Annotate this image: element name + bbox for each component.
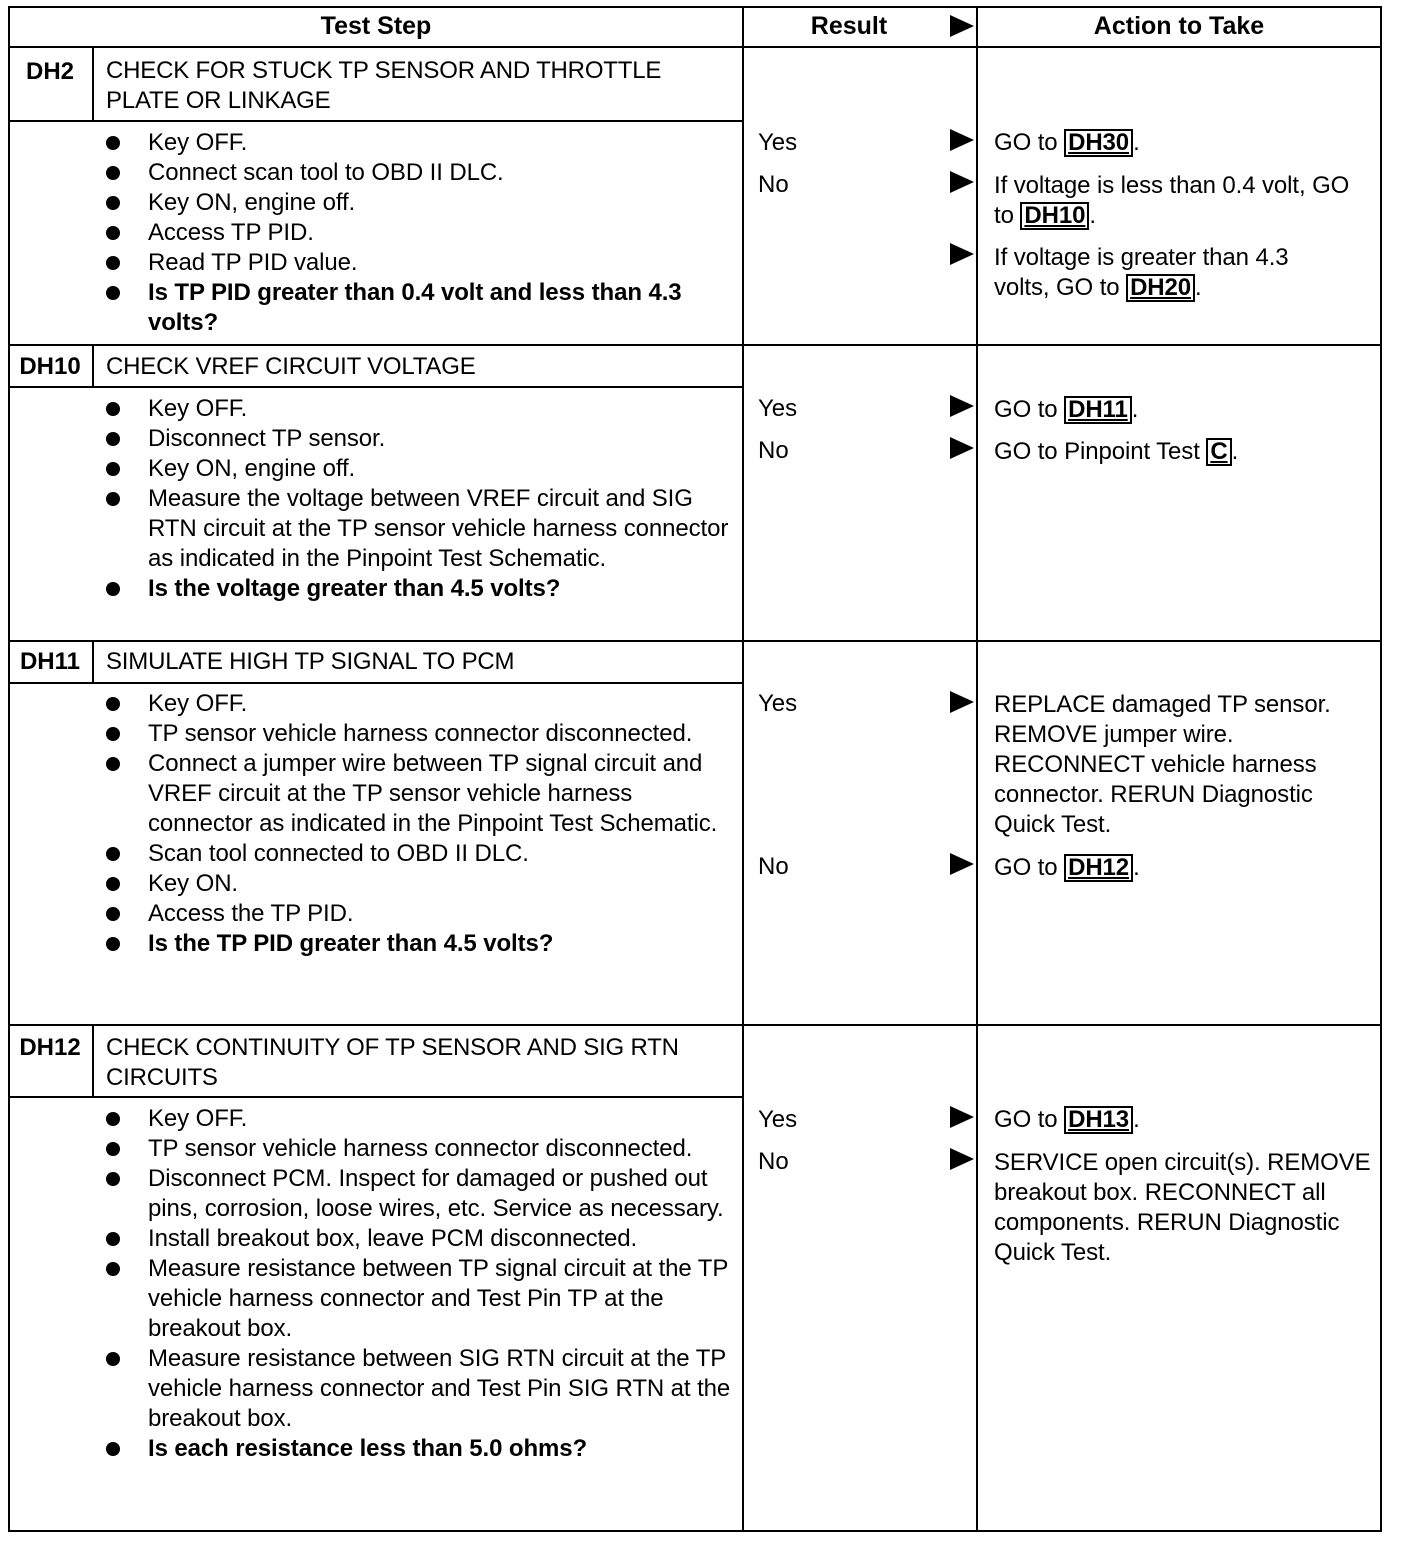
result-yes: Yes (758, 129, 798, 156)
title-underline (8, 682, 744, 684)
bullet-icon (106, 1112, 120, 1126)
bullet-icon (106, 1142, 120, 1156)
step-reference[interactable]: DH30 (1064, 129, 1133, 157)
arrow-icon (950, 129, 974, 151)
bullet-icon (106, 582, 120, 596)
bullet-icon (106, 462, 120, 476)
bullet-icon (106, 432, 120, 446)
step-reference[interactable]: C (1206, 438, 1231, 466)
bullet-icon (106, 1262, 120, 1276)
result-no: No (758, 1148, 789, 1175)
step-question: Is each resistance less than 5.0 ohms? (104, 1434, 738, 1464)
list-item: Key OFF. (104, 689, 738, 719)
bullet-icon (106, 727, 120, 741)
list-item: Measure resistance between TP signal circuit at the TP vehicle harness connector and Test Pin TP at the breakout box. (104, 1254, 738, 1344)
title-underline (8, 386, 744, 388)
arrow-icon (950, 853, 974, 875)
list-item: Key OFF. (104, 128, 738, 158)
bullet-icon (106, 256, 120, 270)
bullet-icon (106, 1172, 120, 1186)
step-title: CHECK FOR STUCK TP SENSOR AND THROTTLE PLATE OR LINKAGE (106, 57, 662, 114)
step-reference[interactable]: DH10 (1020, 202, 1089, 230)
header-result: Result (810, 11, 888, 40)
id-divider (92, 1024, 94, 1096)
step-question: Is the TP PID greater than 4.5 volts? (104, 929, 738, 959)
result-no: No (758, 437, 789, 464)
action-text: If voltage is less than 0.4 volt, GO to DH10 . (994, 172, 1350, 229)
step-title: CHECK CONTINUITY OF TP SENSOR AND SIG RTN CIRCUITS (106, 1034, 679, 1091)
row-divider (8, 344, 1382, 346)
step-id: DH12 (19, 1034, 81, 1061)
column-divider-result (742, 6, 744, 1532)
header-divider (8, 46, 1382, 48)
list-item: Key OFF. (104, 394, 738, 424)
bullet-icon (106, 877, 120, 891)
list-item: Key ON, engine off. (104, 188, 738, 218)
id-divider (92, 640, 94, 682)
bullet-icon (106, 757, 120, 771)
header-test-step: Test Step (320, 11, 432, 40)
bullet-icon (106, 847, 120, 861)
list-item: Key ON. (104, 869, 738, 899)
step-question: Is the voltage greater than 4.5 volts? (104, 574, 738, 604)
list-item: TP sensor vehicle harness connector disconnected. (104, 1134, 738, 1164)
arrow-icon (950, 691, 974, 713)
bullet-icon (106, 226, 120, 240)
arrow-icon (950, 1148, 974, 1170)
step-list (104, 1104, 738, 1464)
list-item: Measure the voltage between VREF circuit and SIG RTN circuit at the TP sensor vehicle harness connector as indicated in the Pinpoint Test Schematic. (104, 484, 738, 574)
action-text: REPLACE damaged TP sensor. REMOVE jumper wire. RECONNECT vehicle harness connector. RERUN Diagnostic Quick Test. (994, 691, 1331, 838)
step-reference[interactable]: DH11 (1064, 396, 1132, 424)
header-action: Action to Take (1093, 11, 1265, 40)
list-item: Disconnect PCM. Inspect for damaged or pushed out pins, corrosion, loose wires, etc. Service as necessary. (104, 1164, 738, 1224)
bullet-icon (106, 136, 120, 150)
step-question: Is TP PID greater than 0.4 volt and less than 4.3 volts? (104, 278, 738, 338)
list-item: Key ON, engine off. (104, 454, 738, 484)
title-underline (8, 120, 744, 122)
action-text: If voltage is greater than 4.3 volts, GO to DH20 . (994, 244, 1289, 301)
bullet-icon (106, 1442, 120, 1456)
step-reference[interactable]: DH12 (1064, 854, 1133, 882)
step-reference[interactable]: DH13 (1064, 1106, 1133, 1134)
list-item: Disconnect TP sensor. (104, 424, 738, 454)
list-item: Access TP PID. (104, 218, 738, 248)
bullet-icon (106, 907, 120, 921)
step-title: SIMULATE HIGH TP SIGNAL TO PCM (106, 648, 515, 675)
step-list (104, 394, 738, 604)
bullet-icon (106, 286, 120, 300)
action-text: GO to DH13 . (994, 1106, 1140, 1133)
step-list (104, 689, 738, 959)
result-yes: Yes (758, 690, 798, 717)
arrow-icon (950, 1106, 974, 1128)
result-no: No (758, 853, 789, 880)
result-no: No (758, 171, 789, 198)
arrow-icon (950, 437, 974, 459)
list-item: Access the TP PID. (104, 899, 738, 929)
result-yes: Yes (758, 395, 798, 422)
row-divider (8, 640, 1382, 642)
id-divider (92, 344, 94, 386)
arrow-icon (950, 395, 974, 417)
bullet-icon (106, 196, 120, 210)
action-text: GO to DH11 . (994, 396, 1139, 423)
action-text: GO to Pinpoint Test C . (994, 438, 1239, 465)
step-id: DH2 (25, 58, 74, 85)
bullet-icon (106, 402, 120, 416)
list-item: Scan tool connected to OBD II DLC. (104, 839, 738, 869)
bullet-icon (106, 697, 120, 711)
bullet-icon (106, 492, 120, 506)
step-title: CHECK VREF CIRCUIT VOLTAGE (106, 353, 476, 380)
step-id: DH10 (19, 353, 81, 380)
action-text: GO to DH30 . (994, 129, 1140, 156)
title-underline (8, 1096, 744, 1098)
header-arrow-icon (950, 15, 974, 37)
list-item: Install breakout box, leave PCM disconnected. (104, 1224, 738, 1254)
list-item: Measure resistance between SIG RTN circuit at the TP vehicle harness connector and Test Pin SIG RTN at the breakout box. (104, 1344, 738, 1434)
list-item: Connect scan tool to OBD II DLC. (104, 158, 738, 188)
bullet-icon (106, 1352, 120, 1366)
list-item: Read TP PID value. (104, 248, 738, 278)
action-text: SERVICE open circuit(s). REMOVE breakout box. RECONNECT all components. RERUN Diagnostic Quick Test. (994, 1149, 1371, 1266)
step-id: DH11 (19, 648, 81, 675)
step-list (104, 128, 738, 338)
list-item: Connect a jumper wire between TP signal circuit and VREF circuit at the TP sensor vehicle harness connector as indicated in the Pinpoint Test Schematic. (104, 749, 738, 839)
id-divider (92, 46, 94, 120)
bullet-icon (106, 937, 120, 951)
result-yes: Yes (758, 1106, 798, 1133)
bullet-icon (106, 166, 120, 180)
step-reference[interactable]: DH20 (1126, 274, 1195, 302)
arrow-icon (950, 171, 974, 193)
column-divider-action (976, 6, 978, 1532)
list-item: Key OFF. (104, 1104, 738, 1134)
action-text: GO to DH12 . (994, 854, 1140, 881)
arrow-icon (950, 243, 974, 265)
row-divider (8, 1024, 1382, 1026)
list-item: TP sensor vehicle harness connector disconnected. (104, 719, 738, 749)
bullet-icon (106, 1232, 120, 1246)
